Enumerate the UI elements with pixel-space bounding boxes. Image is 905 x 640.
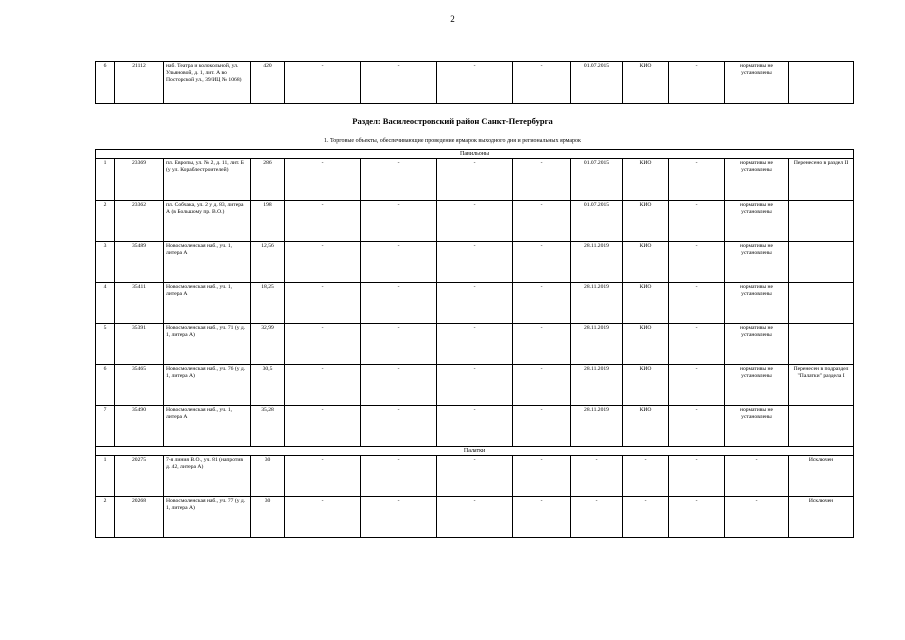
table-cell: - bbox=[725, 497, 789, 538]
table-cell: - bbox=[571, 456, 623, 497]
table-cell: - bbox=[669, 365, 725, 406]
table-cell: КИО bbox=[623, 365, 669, 406]
table-cell: - bbox=[437, 406, 513, 447]
table-cell: 28.11.2019 bbox=[571, 406, 623, 447]
table-cell: - bbox=[285, 497, 361, 538]
table-cell: 2 bbox=[96, 201, 115, 242]
table-row bbox=[96, 62, 854, 104]
table-row bbox=[96, 456, 854, 497]
table-cell: 28.11.2019 bbox=[571, 324, 623, 365]
group-label: Павильоны bbox=[96, 150, 854, 159]
table-cell: 35411 bbox=[115, 283, 164, 324]
table-cell: наб. Театра и колокольной, ул. Ульяновой, д. 1, лит. А во Посторской ул., 39/ИЦ № 1068) bbox=[164, 62, 251, 104]
table-cell: - bbox=[285, 324, 361, 365]
table-cell: - bbox=[437, 201, 513, 242]
table-cell: - bbox=[285, 365, 361, 406]
table-cell: - bbox=[513, 324, 571, 365]
table-cell: 01.07.2015 bbox=[571, 62, 623, 104]
table-cell: - bbox=[669, 62, 725, 104]
continuation-table bbox=[95, 61, 854, 104]
table-cell: - bbox=[437, 62, 513, 104]
table-row bbox=[96, 365, 854, 406]
table-cell: 7 bbox=[96, 406, 115, 447]
table-cell: 286 bbox=[251, 159, 285, 201]
table-cell: - bbox=[513, 62, 571, 104]
table-cell: 23362 bbox=[115, 201, 164, 242]
group-header-row bbox=[96, 150, 854, 159]
table-cell: 01.07.2015 bbox=[571, 201, 623, 242]
table-cell: - bbox=[513, 406, 571, 447]
table-cell: 32,99 bbox=[251, 324, 285, 365]
table-cell: - bbox=[361, 201, 437, 242]
table-cell: 7-я линия В.О., уч. 81 (напротив д. 42, литера А) bbox=[164, 456, 251, 497]
table-cell: 1 bbox=[96, 456, 115, 497]
table-cell: - bbox=[437, 497, 513, 538]
table-cell bbox=[789, 406, 854, 447]
table-cell: 5 bbox=[96, 324, 115, 365]
table-cell: - bbox=[285, 456, 361, 497]
table-cell: - bbox=[725, 456, 789, 497]
table-cell: - bbox=[669, 497, 725, 538]
table-row bbox=[96, 159, 854, 201]
table-cell: 6 bbox=[96, 365, 115, 406]
table-cell: - bbox=[285, 201, 361, 242]
table-cell: 28.11.2019 bbox=[571, 283, 623, 324]
table-cell: нормативы не установлены bbox=[725, 365, 789, 406]
table-cell: нормативы не установлены bbox=[725, 283, 789, 324]
table-cell bbox=[789, 201, 854, 242]
table-cell: 30 bbox=[251, 456, 285, 497]
table-cell: - bbox=[285, 242, 361, 283]
table-cell: 2 bbox=[96, 497, 115, 538]
table-cell: - bbox=[285, 159, 361, 201]
table-cell: - bbox=[513, 201, 571, 242]
table-cell: - bbox=[623, 456, 669, 497]
table-cell: - bbox=[669, 324, 725, 365]
table-cell: нормативы не установлены bbox=[725, 406, 789, 447]
table-cell: Новосмоленская наб., уч. 71 (у д. 1, литера А) bbox=[164, 324, 251, 365]
table-cell: - bbox=[513, 365, 571, 406]
table-cell: 23369 bbox=[115, 159, 164, 201]
table-row bbox=[96, 242, 854, 283]
table-cell: - bbox=[437, 365, 513, 406]
page-number: 2 bbox=[450, 14, 455, 24]
table-cell: 18,25 bbox=[251, 283, 285, 324]
table-cell bbox=[789, 62, 854, 104]
table-cell: - bbox=[361, 497, 437, 538]
table-cell: 20275 bbox=[115, 456, 164, 497]
table-cell: Новосмоленская наб., уч. 76 (у д. 1, литера А) bbox=[164, 365, 251, 406]
table-cell: КИО bbox=[623, 406, 669, 447]
table-cell: 35391 bbox=[115, 324, 164, 365]
table-cell: 12,56 bbox=[251, 242, 285, 283]
table-cell: - bbox=[285, 406, 361, 447]
table-cell: - bbox=[571, 497, 623, 538]
table-cell: 3 bbox=[96, 242, 115, 283]
table-row bbox=[96, 283, 854, 324]
table-cell: КИО bbox=[623, 283, 669, 324]
table-cell: - bbox=[669, 242, 725, 283]
table-cell: 35,28 bbox=[251, 406, 285, 447]
table-cell: Новосмоленская наб., уч. 77 (у д. 1, литера А) bbox=[164, 497, 251, 538]
table-cell: Исключен bbox=[789, 497, 854, 538]
table-cell: 35490 bbox=[115, 406, 164, 447]
table-cell: - bbox=[285, 62, 361, 104]
table-cell: - bbox=[437, 324, 513, 365]
table-cell: - bbox=[361, 159, 437, 201]
table-cell: КИО bbox=[623, 159, 669, 201]
table-cell: КИО bbox=[623, 242, 669, 283]
group-label: Палатки bbox=[96, 447, 854, 456]
table-cell: 6 bbox=[96, 62, 115, 104]
table-row bbox=[96, 497, 854, 538]
table-row bbox=[96, 201, 854, 242]
table-cell: - bbox=[513, 242, 571, 283]
table-cell: - bbox=[513, 283, 571, 324]
table-cell: нормативы не установлены bbox=[725, 159, 789, 201]
table-cell: КИО bbox=[623, 201, 669, 242]
table-cell bbox=[789, 283, 854, 324]
table-cell: 198 bbox=[251, 201, 285, 242]
table-cell: 35465 bbox=[115, 365, 164, 406]
table-cell: пл. Европы, ул. № 2, д. 11, лит. Б (у ул. Кораблестроителей) bbox=[164, 159, 251, 201]
table-cell: - bbox=[361, 62, 437, 104]
table-cell: - bbox=[669, 159, 725, 201]
table-cell: нормативы не установлены bbox=[725, 242, 789, 283]
table-cell: Новосмоленская наб., уч. 1, литера А bbox=[164, 242, 251, 283]
table-cell: Новосмоленская наб., уч. 1, литера А bbox=[164, 406, 251, 447]
table-cell: Перенесен в подраздел "Палатки" раздела I bbox=[789, 365, 854, 406]
table-cell: 20268 bbox=[115, 497, 164, 538]
table-cell: нормативы не установлены bbox=[725, 324, 789, 365]
table-cell: - bbox=[513, 456, 571, 497]
table-cell: - bbox=[361, 406, 437, 447]
table-cell: - bbox=[669, 456, 725, 497]
table-cell: - bbox=[669, 201, 725, 242]
table-cell: нормативы не установлены bbox=[725, 62, 789, 104]
table-cell: 30 bbox=[251, 497, 285, 538]
table-cell: 35489 bbox=[115, 242, 164, 283]
table-cell: 30,5 bbox=[251, 365, 285, 406]
table-cell: нормативы не установлены bbox=[725, 201, 789, 242]
table-cell: 01.07.2015 bbox=[571, 159, 623, 201]
table-cell: Перенесено в раздел II bbox=[789, 159, 854, 201]
table-cell: 28.11.2019 bbox=[571, 365, 623, 406]
table-cell: - bbox=[361, 324, 437, 365]
table-cell: 28.11.2019 bbox=[571, 242, 623, 283]
table-cell: - bbox=[437, 242, 513, 283]
table-cell: - bbox=[285, 283, 361, 324]
table-cell: - bbox=[361, 365, 437, 406]
objects-table bbox=[95, 149, 854, 538]
table-cell: - bbox=[623, 497, 669, 538]
table-cell: 1 bbox=[96, 159, 115, 201]
table-cell: - bbox=[361, 456, 437, 497]
table-cell: 420 bbox=[251, 62, 285, 104]
table-cell: КИО bbox=[623, 324, 669, 365]
table-cell bbox=[789, 242, 854, 283]
table-cell: - bbox=[361, 283, 437, 324]
section-title: Раздел: Василеостровский район Санкт-Петербурга bbox=[352, 116, 553, 126]
table-cell: пл. Собчака, ул. 2 у д. 83, литера А (в Большому пр. В.О.) bbox=[164, 201, 251, 242]
table-cell: - bbox=[513, 159, 571, 201]
table-cell: Новосмоленская наб., уч. 1, литера А bbox=[164, 283, 251, 324]
table-cell: - bbox=[361, 242, 437, 283]
table-cell: 4 bbox=[96, 283, 115, 324]
table-cell: - bbox=[669, 283, 725, 324]
section-subtitle: 1. Торговые объекты, обеспечивающие проведение ярмарок выходного дня и региональных ярмарок bbox=[324, 138, 581, 144]
table-cell: КИО bbox=[623, 62, 669, 104]
table-row bbox=[96, 324, 854, 365]
table-row bbox=[96, 406, 854, 447]
table-cell: - bbox=[437, 283, 513, 324]
group-header-row bbox=[96, 447, 854, 456]
table-cell: - bbox=[513, 497, 571, 538]
table-cell bbox=[789, 324, 854, 365]
table-cell: - bbox=[669, 406, 725, 447]
table-cell: - bbox=[437, 456, 513, 497]
table-cell: Исключен bbox=[789, 456, 854, 497]
table-cell: - bbox=[437, 159, 513, 201]
table-cell: 21112 bbox=[115, 62, 164, 104]
